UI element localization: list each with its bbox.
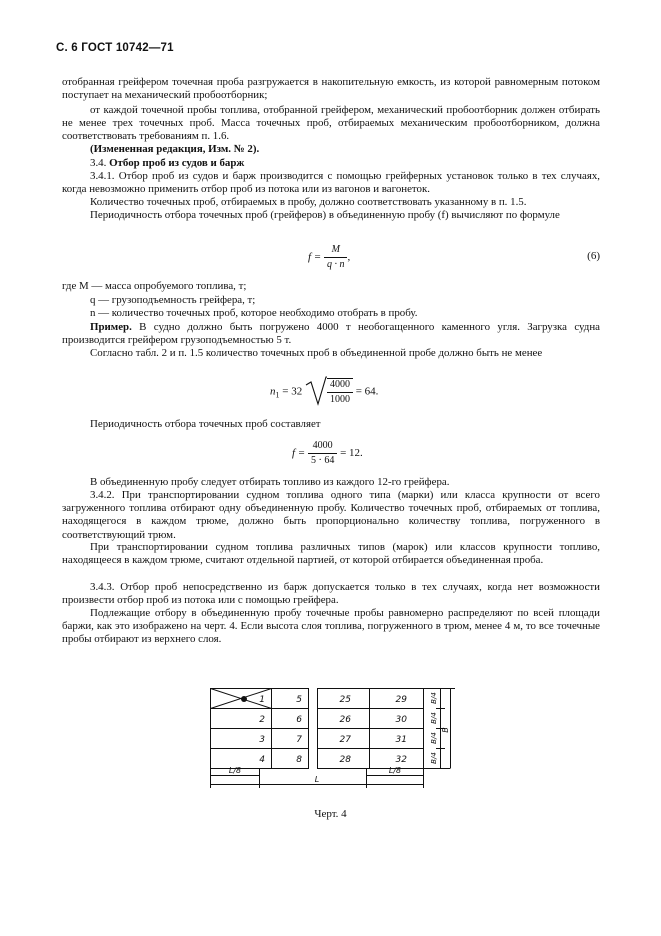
formula-n1-numerator: 4000 [327, 379, 353, 393]
formula-6-denominator: q · n [326, 259, 345, 270]
paragraph-3-4-2: 3.4.2. При транспортировании судном топлива одного типа (марки) или класса крупности от всего загруженного топлива отбирают одну объединенную пробу. Количество точечных проб, отбираемых от топлива, находящегося в каждом трюме, должно быть пропорционально количеству топлива, погруженного в соответствующий трюм. [62, 489, 600, 541]
dim-b4-4: B/4 [430, 752, 438, 764]
dim-b: B [441, 727, 450, 733]
page-header: С. 6 ГОСТ 10742—71 [56, 42, 174, 54]
formula-n1-lhs: n [270, 385, 276, 398]
cell-4: 4 [259, 755, 265, 765]
formula-n1-subscript: 1 [275, 390, 280, 400]
paragraph-sample-count: Количество точечных проб, отбираемых в пробу, должно соответствовать указанному в п. 1.5. [90, 196, 527, 208]
example-paragraph [62, 321, 600, 347]
paragraph-different-types: При транспортировании судном топлива различных типов (марок) или классов крупности топливо, находящееся в каждом трюме, считают отдельной партией, от которой отбирается объединенная проба. [62, 541, 600, 567]
cell-30: 30 [395, 715, 407, 725]
formula-f-numerator: 4000 [308, 440, 337, 454]
formula-6 [308, 244, 350, 271]
cell-6: 6 [296, 715, 302, 725]
paragraph-distribution: Подлежащие отбору в объединенную пробу точечные пробы равномерно распределяют по всей площади баржи, как это изображено на черт. 4. Если высота слоя топлива, погруженного в трюм, менее 4 м, то все точечные пробы отбирают из верхнего слоя. [62, 607, 600, 646]
formula-f-denominator: 5 · 64 [310, 455, 335, 466]
dim-b4-1: B/4 [430, 692, 438, 704]
section-title: Отбор проб из судов и барж [109, 157, 245, 169]
formula-f-lhs: f = [292, 447, 306, 460]
sqrt-sign [305, 376, 327, 406]
formula-f [292, 440, 363, 467]
cell-7: 7 [296, 735, 302, 745]
formula-f-fraction [308, 440, 337, 467]
where-m: где M — масса опробуемого топлива, т; [62, 280, 247, 292]
dim-b4-3: B/4 [430, 732, 438, 744]
paragraph-periodicity-result: Периодичность отбора точечных проб составляет [90, 418, 321, 430]
formula-n1-result: = 64. [355, 385, 379, 398]
cell-2: 2 [259, 715, 265, 725]
paragraph-3-4-1: 3.4.1. Отбор проб из судов и барж производится с помощью грейферных установок только в тех случаях, когда невозможно применить отбор проб из потока или из вагонов и вагонеток. [62, 170, 600, 196]
paragraph-min-count: Согласно табл. 2 и п. 1.5 количество точечных проб в объединенной пробе должно быть не менее [90, 347, 543, 359]
cell-32: 32 [395, 755, 407, 765]
sample-point-marker [241, 696, 247, 702]
section-number: 3.4. [90, 157, 107, 169]
cell-29: 29 [395, 695, 407, 705]
formula-n1 [270, 378, 378, 406]
example-label: Пример. [90, 321, 132, 333]
barge-sampling-diagram [210, 688, 460, 796]
cell-5: 5 [296, 695, 302, 705]
formula-6-numerator: M [324, 244, 348, 258]
cell-28: 28 [339, 755, 351, 765]
paragraph-3-4-3: 3.4.3. Отбор проб непосредственно из барж допускается только в тех случаях, когда нет возможности произвести отбор проб из потока или с помощью грейфера. [62, 581, 600, 607]
dim-left-l8: L/8 [228, 766, 242, 775]
paragraph-every-12th: В объединенную пробу следует отбирать топливо из каждого 12-го грейфера. [90, 476, 450, 488]
cell-25: 25 [339, 695, 351, 705]
formula-6-comma: , [347, 251, 351, 264]
where-n: n — количество точечных проб, которое необходимо отобрать в пробу. [90, 307, 418, 319]
dim-b4-2: B/4 [430, 712, 438, 724]
amendment-note: (Измененная редакция, Изм. № 2). [90, 143, 260, 155]
section-heading [62, 157, 600, 170]
dim-l: L [314, 775, 320, 784]
formula-n1-denominator: 1000 [329, 394, 350, 405]
paragraph-2: от каждой точечной пробы топлива, отобранной грейфером, механический пробоотборник должен отбирать не менее трех точечных проб. Масса точечных проб, отбираемых механическим пробоотборником, должна соответствовать требованиям п. 1.6. [62, 104, 600, 143]
cell-8: 8 [296, 755, 302, 765]
formula-6-fraction [324, 244, 351, 271]
cell-3: 3 [259, 735, 265, 745]
dim-right-l8: L/8 [388, 766, 402, 775]
cell-1: 1 [259, 695, 265, 705]
equation-number: (6) [587, 250, 600, 262]
cell-26: 26 [339, 715, 351, 725]
formula-f-result: = 12. [340, 447, 363, 460]
formula-n1-fraction [327, 378, 353, 406]
example-text: В судно должно быть погружено 4000 т необогащенного каменного угля. Загрузка судна производится грейфером грузоподъемностью 5 т. [62, 321, 600, 347]
formula-n1-coef: = 32 [282, 385, 303, 398]
where-q: q — грузоподъемность грейфера, т; [90, 294, 256, 306]
paragraph-periodicity: Периодичность отбора точечных проб (грейферов) в объединенную пробу (f) вычисляют по формуле [90, 209, 560, 221]
cell-27: 27 [339, 735, 351, 745]
paragraph-1: отобранная грейфером точечная проба разгружается в накопительную емкость, из которой равномерным потоком поступает на механический пробоотборник; [62, 76, 600, 102]
figure-caption: Черт. 4 [314, 808, 347, 820]
sqrt-group [305, 378, 353, 406]
cell-31: 31 [395, 735, 407, 745]
formula-6-lhs: f = [308, 251, 322, 264]
